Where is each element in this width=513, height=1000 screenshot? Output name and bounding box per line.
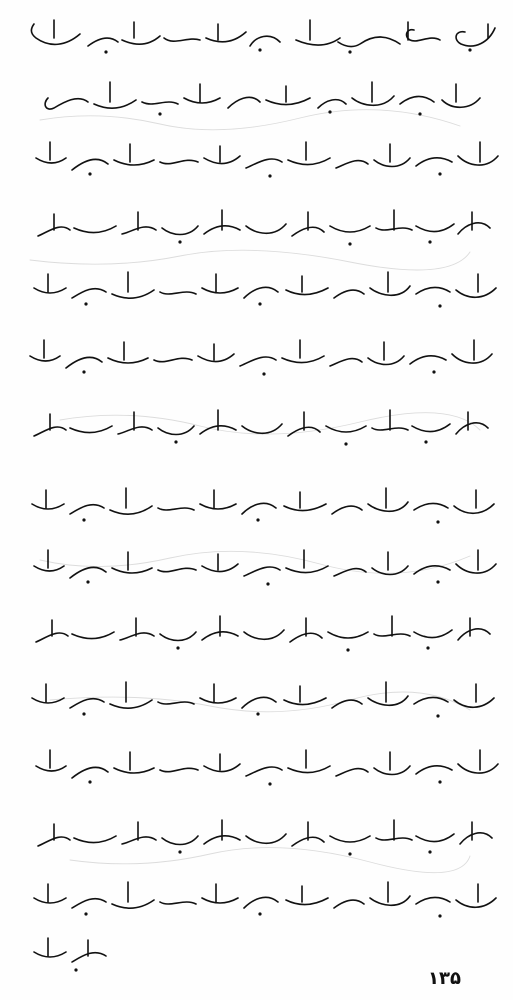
- manuscript-line-11: [10, 672, 507, 732]
- page-number: ١٣۵: [428, 968, 461, 989]
- handwriting-line-11: [10, 672, 507, 732]
- manuscript-line-4: [10, 200, 507, 260]
- handwriting-line-6: [10, 330, 507, 390]
- manuscript-line-7: [10, 400, 507, 460]
- manuscript-line-5: [10, 262, 507, 322]
- handwriting-line-10: [10, 606, 507, 666]
- handwriting-line-3: [10, 132, 507, 192]
- manuscript-text-block: [10, 0, 507, 1000]
- handwriting-line-12: [10, 740, 507, 800]
- manuscript-line-6: [10, 330, 507, 390]
- handwriting-line-4: [10, 200, 507, 260]
- manuscript-line-14: [10, 872, 507, 932]
- handwriting-line-8: [10, 478, 507, 538]
- handwriting-line-13: [10, 810, 507, 870]
- handwriting-line-9: [10, 540, 507, 600]
- handwriting-line-1: [10, 10, 507, 70]
- manuscript-line-12: [10, 740, 507, 800]
- manuscript-line-13: [10, 810, 507, 870]
- manuscript-line-8: [10, 478, 507, 538]
- handwriting-line-2: [10, 72, 507, 132]
- manuscript-line-10: [10, 606, 507, 666]
- manuscript-line-3: [10, 132, 507, 192]
- handwriting-line-5: [10, 262, 507, 322]
- manuscript-line-9: [10, 540, 507, 600]
- handwriting-line-7: [10, 400, 507, 460]
- manuscript-line-2: [10, 72, 507, 132]
- manuscript-line-1: [10, 10, 507, 70]
- handwriting-line-14: [10, 872, 507, 932]
